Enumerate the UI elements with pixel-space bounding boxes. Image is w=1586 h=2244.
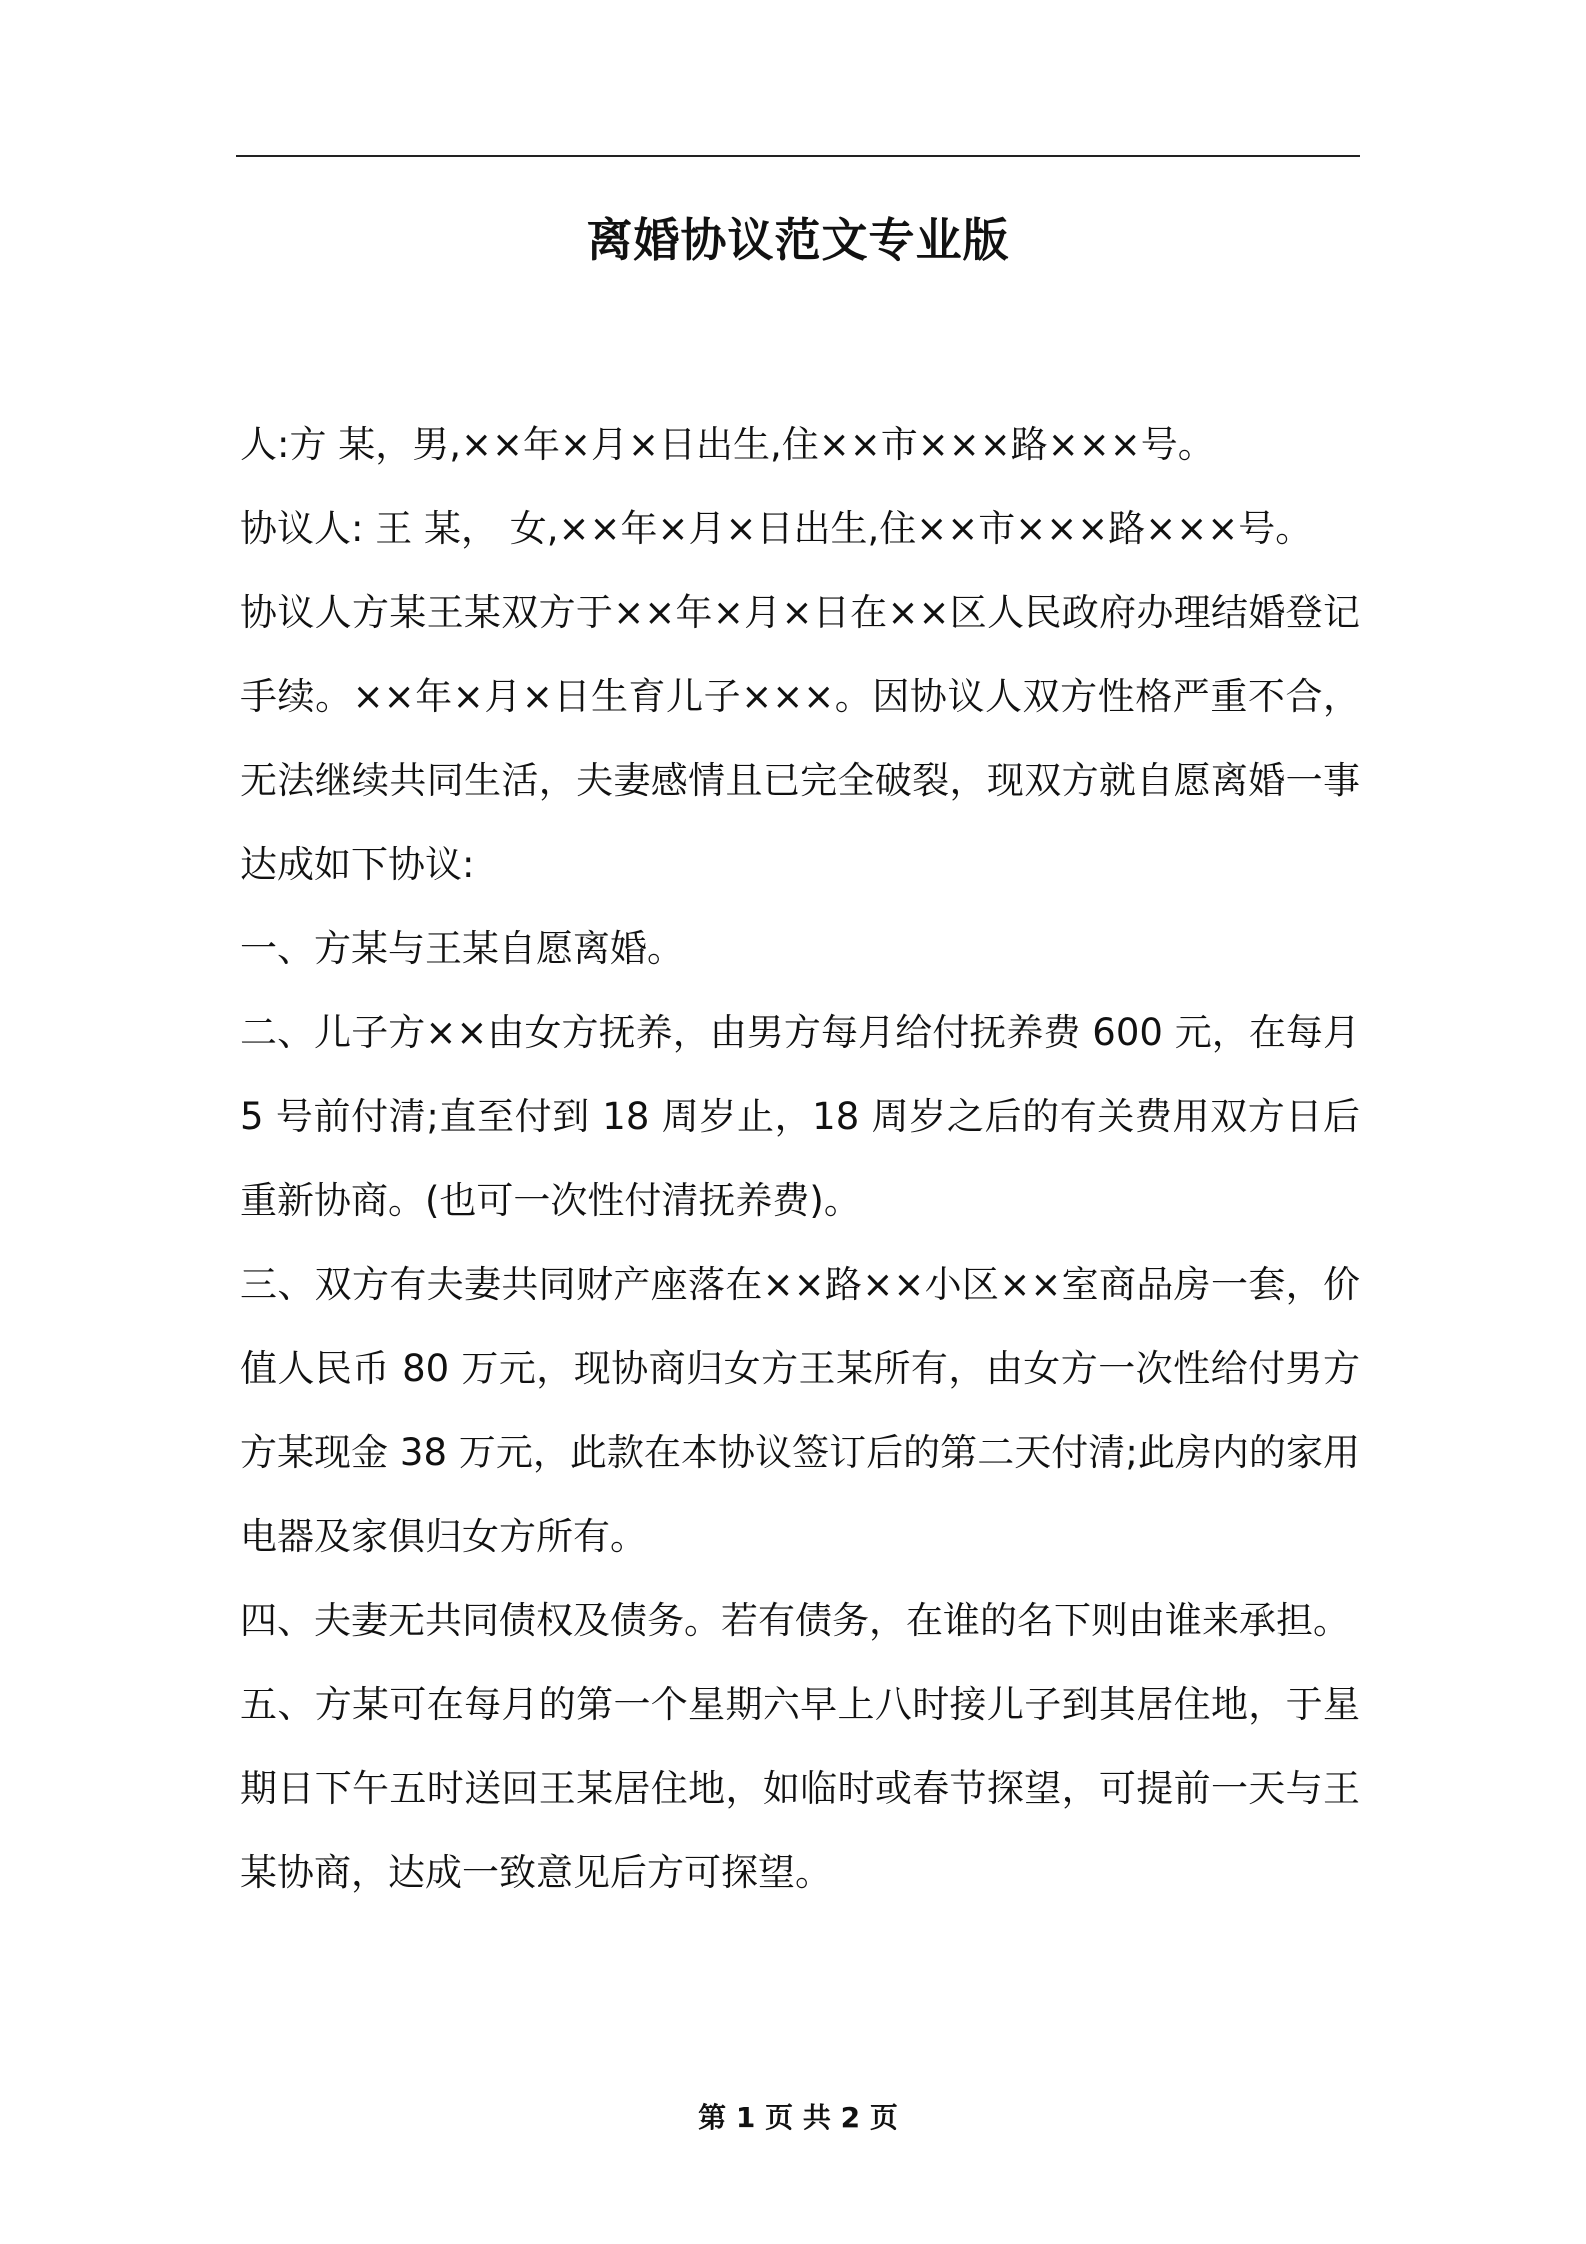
paragraph-party-b: 协议人: 王 某， 女,××年×月×日出生,住××市×××路×××号。 (240, 507, 1313, 550)
paragraph-clause-4: 四、夫妻无共同债权及债务。若有债务，在谁的名下则由谁来承担。 (240, 1599, 1350, 1642)
header-rule (236, 155, 1360, 157)
paragraph-clause-2: 二、儿子方××由女方抚养，由男方每月给付抚养费 600 元，在每月 5 号前付清;直至付到 18 周岁止，18 周岁之后的有关费用双方日后重新协商。(也可一次性付清抚养费)。 (240, 1011, 1360, 1222)
paragraph-clause-1: 一、方某与王某自愿离婚。 (240, 927, 684, 970)
paragraph-background: 协议人方某王某双方于××年×月×日在××区人民政府办理结婚登记手续。××年×月×日生育儿子×××。因协议人双方性格严重不合，无法继续共同生活，夫妻感情且已完全破裂，现双方就自愿离婚一事达成如下协议: (240, 591, 1360, 886)
document-body (240, 403, 1360, 1915)
paragraph-clause-3: 三、双方有夫妻共同财产座落在××路××小区××室商品房一套，价值人民币 80 万元，现协商归女方王某所有，由女方一次性给付男方方某现金 38 万元，此款在本协议签订后的第二天付清;此房内的家用电器及家俱归女方所有。 (240, 1263, 1360, 1558)
paragraph-party-a: 人:方 某，男,××年×月×日出生,住××市×××路×××号。 (240, 423, 1215, 466)
document-title: 离婚协议范文专业版 (586, 213, 1010, 267)
paragraph-clause-5: 五、方某可在每月的第一个星期六早上八时接儿子到其居住地，于星期日下午五时送回王某居住地，如临时或春节探望，可提前一天与王某协商，达成一致意见后方可探望。 (240, 1683, 1360, 1894)
page-number-footer: 第 1 页 共 2 页 (698, 2101, 898, 2134)
